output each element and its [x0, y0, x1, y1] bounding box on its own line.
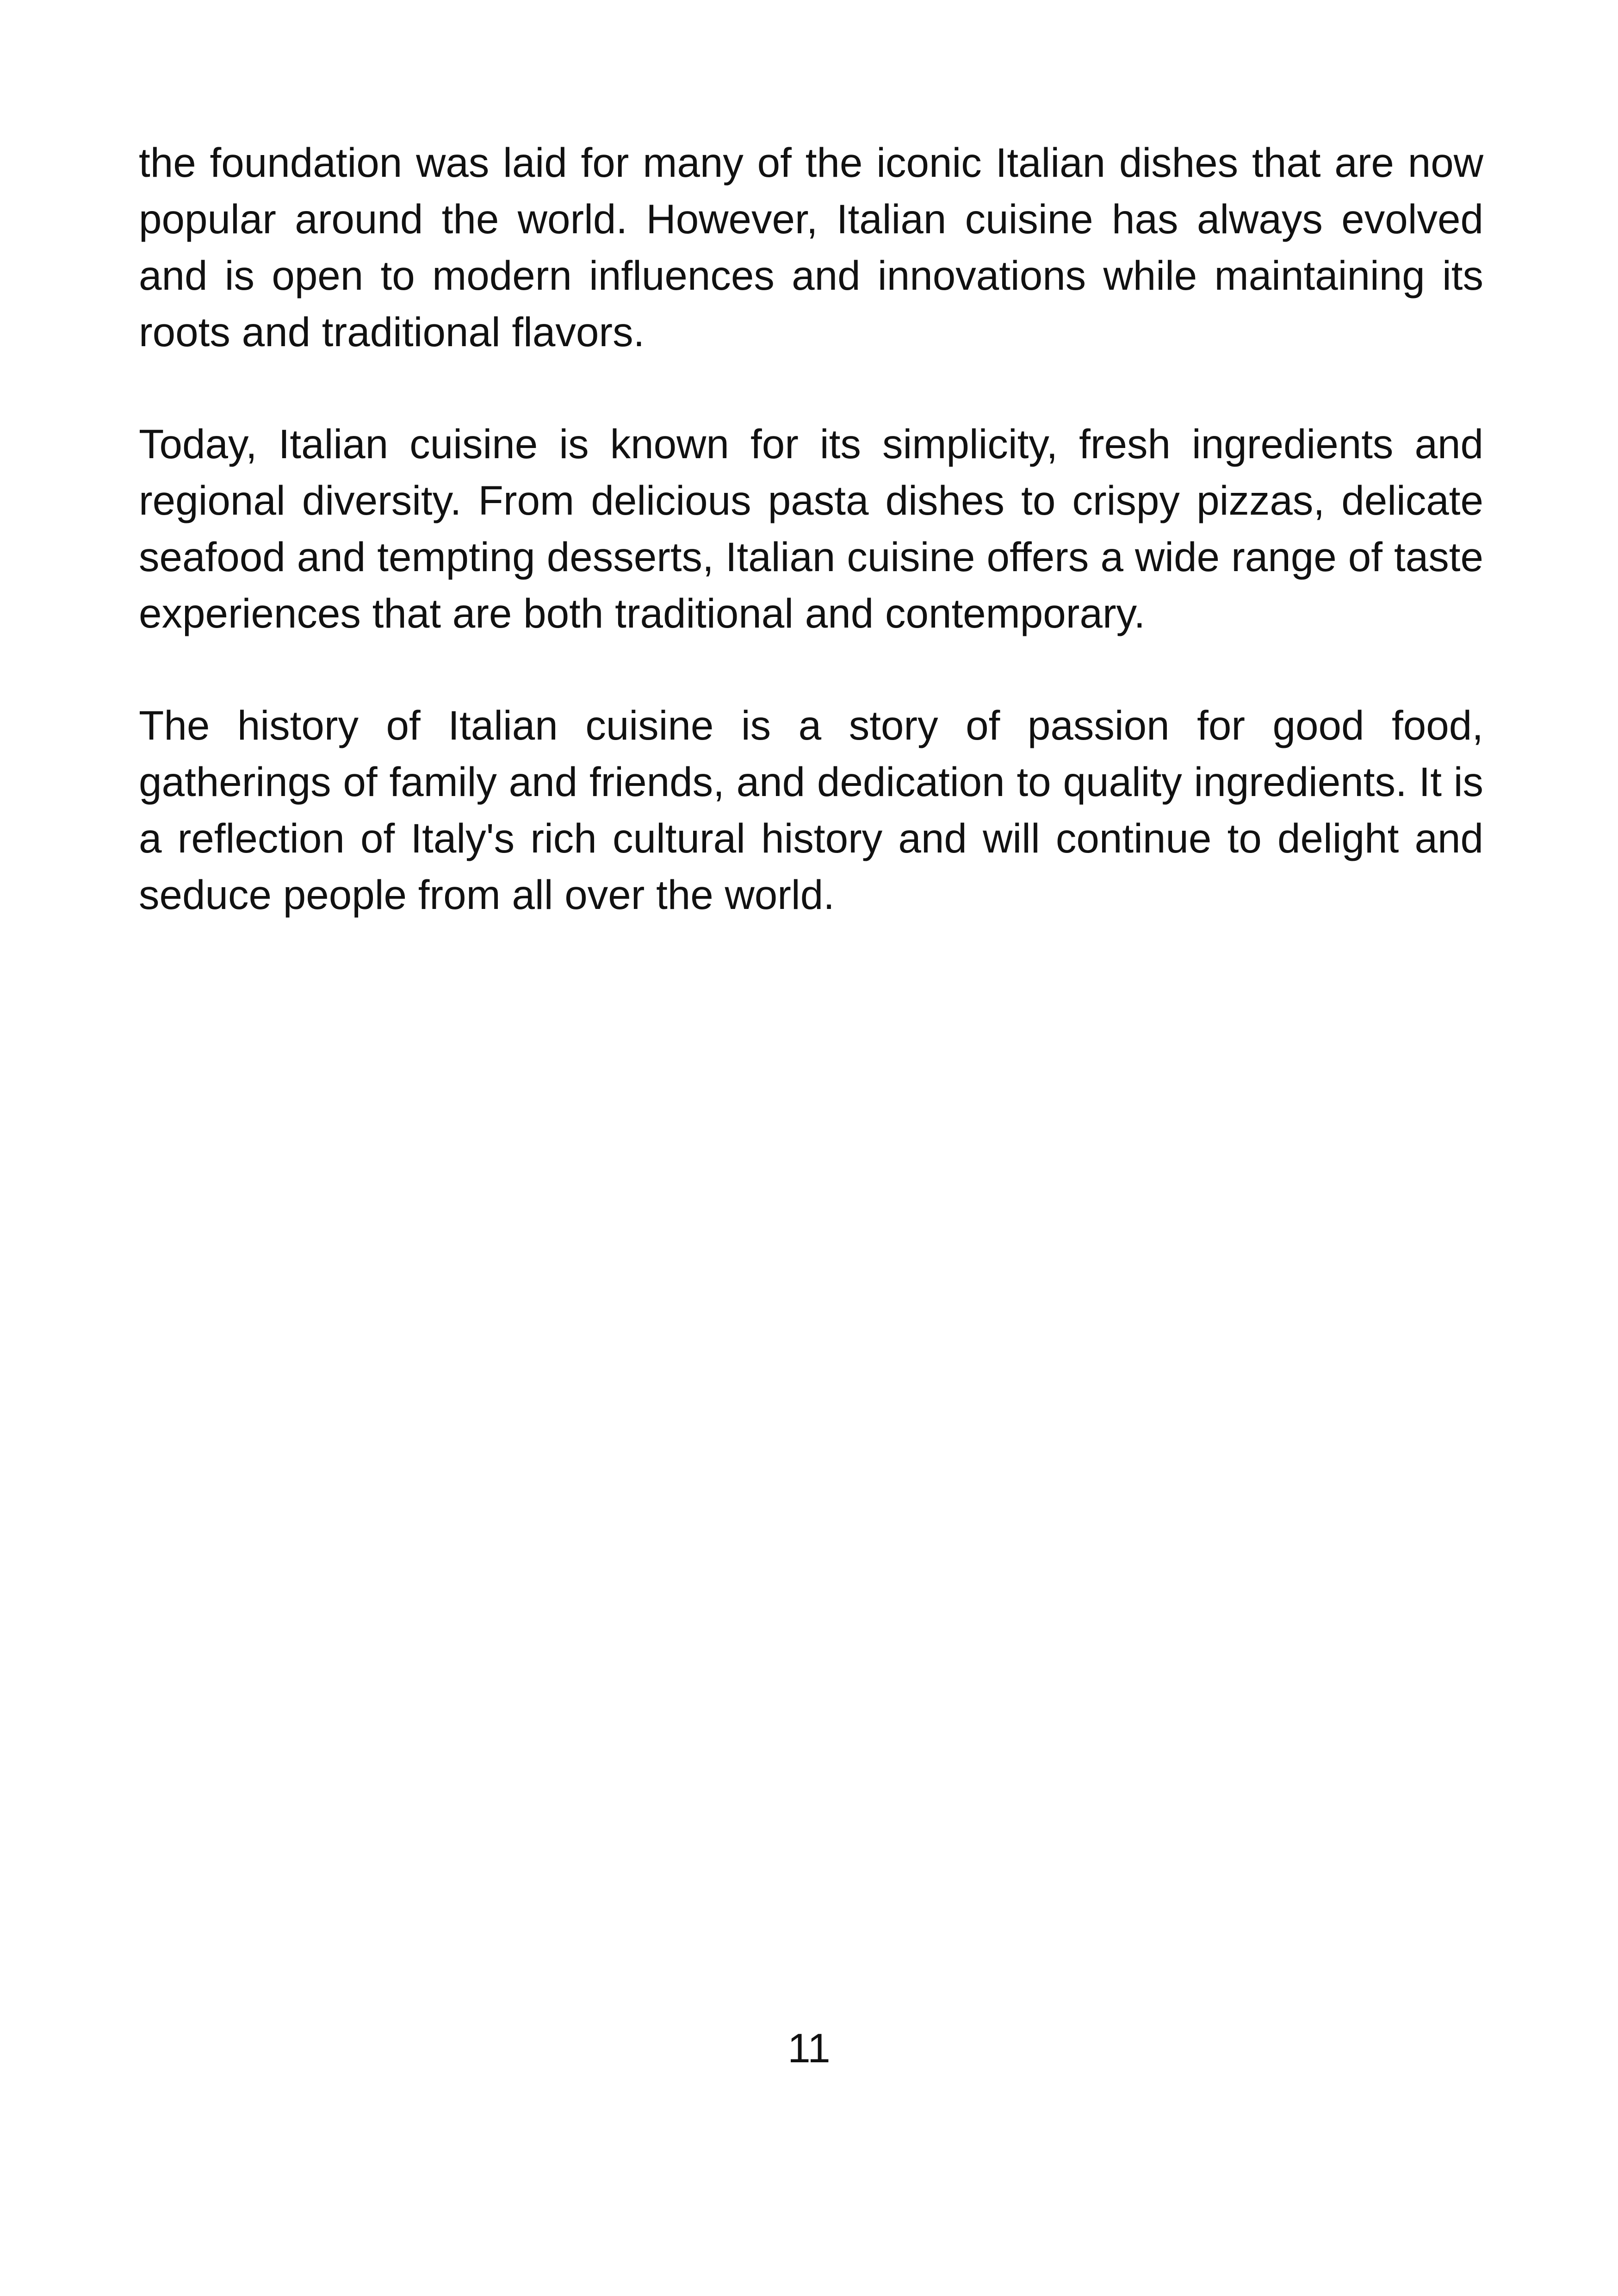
paragraph-today: Today, Italian cuisine is known for its simplicity, fresh ingredients and regional diversity. From delicious pasta dishes to crispy pizzas, delicate seafood and tempting desserts, Italian cuisine offers a wide range of taste experiences that are both traditional and contemporary. — [139, 421, 1483, 636]
paragraph-history: The history of Italian cuisine is a story of passion for good food, gatherings of family and friends, and dedication to quality ingredients. It is a reflection of Italy's rich cultural history and will continue to delight and seduce people from all over the world. — [139, 702, 1483, 918]
page-number: 11 — [787, 2025, 831, 2071]
body-text — [139, 134, 1483, 978]
paragraph-foundation: the foundation was laid for many of the iconic Italian dishes that are now popular around the world. However, Italian cuisine has always evolved and is open to modern influences and innovations while maintaining its roots and traditional flavors. — [139, 139, 1483, 355]
